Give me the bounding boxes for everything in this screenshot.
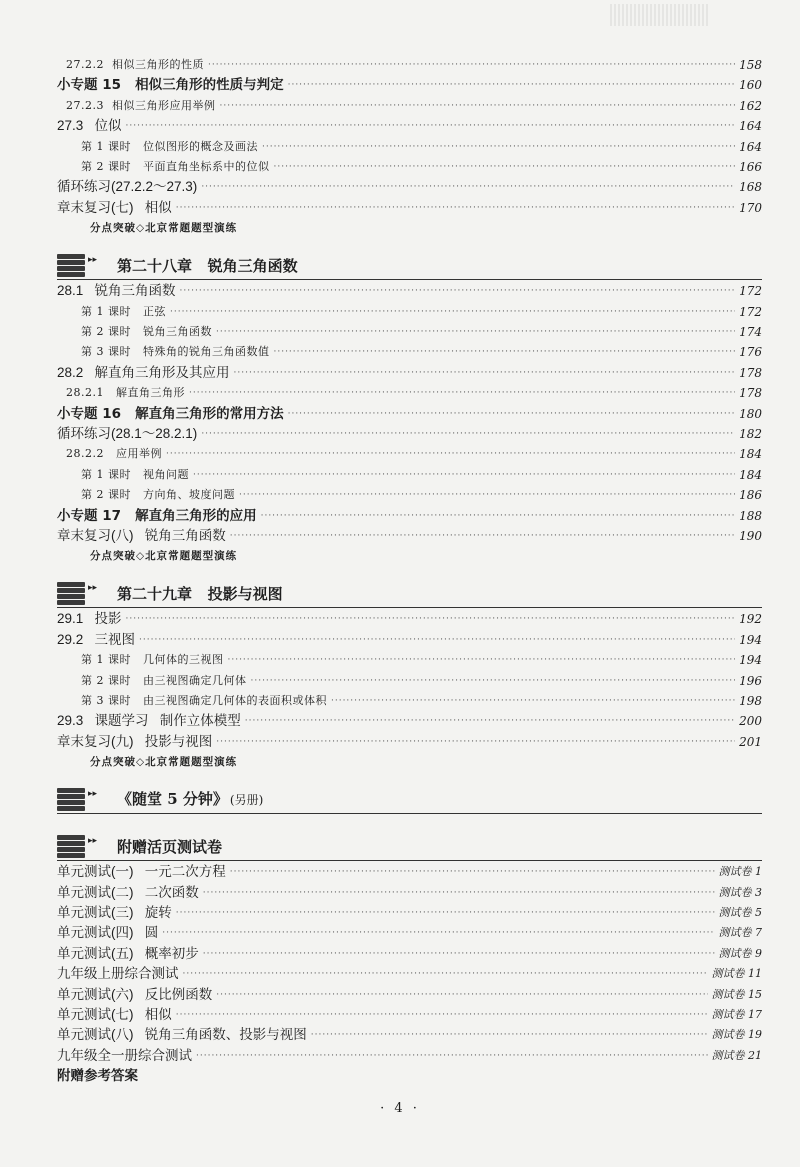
dot-leader	[166, 444, 735, 464]
toc-entry-title: 28.2 解直角三角形及其应用	[57, 364, 230, 380]
toc-entry-page: 174	[739, 325, 762, 339]
dot-leader	[183, 964, 708, 984]
toc-entry-title: 九年级全一册综合测试	[57, 1047, 192, 1063]
chapter-heading	[57, 786, 263, 812]
toc-entry[interactable]	[0, 1066, 800, 1086]
toc-entry-title: 第 1 课时 几何体的三视图	[81, 653, 224, 667]
dot-leader	[126, 116, 736, 136]
dot-leader	[227, 650, 735, 670]
toc-entry-page: 200	[739, 714, 762, 729]
dot-leader	[288, 75, 736, 95]
practice-note: 分点突破◇北京常题题型演练	[90, 222, 238, 235]
toc-entry-page: 178	[739, 386, 762, 401]
scan-artifact	[610, 4, 710, 26]
dot-leader	[230, 526, 735, 546]
toc-entry[interactable]	[0, 506, 800, 526]
toc-entry-title: 28.2.1 解直角三角形	[66, 386, 185, 400]
toc-entry[interactable]	[0, 1025, 800, 1045]
toc-entry-title: 单元测试(七) 相似	[57, 1007, 172, 1022]
toc-entry-title: 第 3 课时 由三视图确定几何体的表面积或体积	[81, 694, 327, 707]
dot-leader	[193, 465, 735, 485]
toc-entry[interactable]	[0, 711, 800, 731]
dot-leader	[250, 671, 735, 691]
toc-entry-page: 160	[739, 78, 762, 93]
toc-entry-title: 章末复习(九) 投影与视图	[57, 733, 213, 749]
toc-entry[interactable]	[0, 96, 800, 116]
toc-entry-title: 单元测试(二) 二次函数	[57, 884, 199, 900]
toc-entry[interactable]	[0, 650, 800, 670]
chapter-rule	[57, 813, 762, 814]
toc-entry-page: 172	[739, 284, 762, 299]
toc-entry-page: 180	[739, 406, 762, 421]
chapter-rule	[57, 279, 762, 280]
toc-entry-page: 164	[739, 139, 762, 154]
toc-entry-title: 章末复习(八) 锐角三角函数	[57, 528, 226, 543]
dot-leader	[216, 985, 707, 1005]
toc-entry-title: 27.2.2 相似三角形的性质	[66, 58, 204, 71]
toc-entry-page: 测试卷 17	[711, 1008, 762, 1021]
toc-entry-title: 九年级上册综合测试	[57, 966, 179, 982]
toc-entry-title: 28.2.2 应用举例	[66, 447, 162, 461]
toc-entry-page: 测试卷 11	[711, 967, 762, 981]
toc-entry-title: 第 2 课时 方向角、坡度问题	[81, 488, 235, 502]
toc-entry-page: 192	[739, 612, 762, 627]
toc-entry-page: 178	[739, 365, 762, 380]
dot-leader	[176, 198, 735, 218]
practice-note: 分点突破◇北京常题题型演练	[90, 756, 238, 769]
toc-entry-title: 单元测试(一) 一元二次方程	[57, 864, 226, 880]
toc-entry-title: 附赠参考答案	[57, 1068, 138, 1085]
dot-leader	[170, 302, 735, 322]
toc-entry-title: 29.2 三视图	[57, 631, 136, 647]
toc-entry[interactable]	[0, 137, 800, 157]
practice-note: 分点突破◇北京常题题型演练	[90, 550, 238, 563]
toc-entry-title: 章末复习(七) 相似	[57, 199, 172, 215]
dot-leader	[203, 883, 715, 903]
toc-entry[interactable]	[0, 465, 800, 485]
toc-entry-page: 182	[739, 427, 762, 441]
toc-entry[interactable]	[0, 322, 800, 342]
toc-entry[interactable]	[0, 116, 800, 136]
chapter-title: 《随堂 5 分钟》 (另册)	[117, 790, 264, 809]
toc-entry[interactable]	[0, 630, 800, 650]
toc-entry-title: 小专题 17 解直角三角形的应用	[57, 507, 257, 524]
toc-entry[interactable]	[0, 964, 800, 984]
toc-entry[interactable]	[0, 424, 800, 444]
toc-entry-page: 194	[739, 632, 762, 647]
dot-leader	[196, 1046, 708, 1066]
dot-leader	[331, 691, 735, 711]
toc-entry-page: 184	[739, 447, 762, 462]
toc-entry-page: 测试卷 5	[718, 906, 762, 919]
toc-entry[interactable]	[0, 444, 800, 464]
dot-leader	[139, 630, 735, 650]
chapter-rule	[57, 607, 762, 608]
toc-entry-title: 28.1 锐角三角函数	[57, 283, 176, 299]
chapter-title: 第二十八章 锐角三角函数	[117, 257, 298, 276]
toc-entry-title: 27.2.3 相似三角形应用举例	[66, 98, 216, 112]
dot-leader	[230, 862, 715, 882]
toc-entry-title: 第 3 课时 特殊角的锐角三角函数值	[81, 345, 270, 359]
toc-entry[interactable]	[0, 485, 800, 505]
toc-entry-page: 测试卷 9	[718, 946, 762, 960]
chapter-note: (另册)	[229, 793, 264, 808]
dot-leader	[176, 903, 715, 923]
dot-leader	[180, 281, 736, 301]
toc-entry[interactable]	[0, 671, 800, 691]
toc-entry-title: 第 1 课时 视角问题	[81, 467, 189, 481]
toc-entry[interactable]	[0, 302, 800, 322]
dot-leader	[201, 424, 735, 444]
book-stack-icon: ▸▸	[57, 788, 105, 812]
toc-entry-page: 198	[739, 694, 762, 708]
toc-entry-title: 循环练习(27.2.2～27.3)	[57, 179, 198, 195]
toc-entry[interactable]	[0, 55, 800, 75]
toc-entry[interactable]	[0, 732, 800, 752]
dot-leader	[261, 506, 736, 526]
toc-entry-title: 单元测试(八) 锐角三角函数、投影与视图	[57, 1027, 307, 1043]
toc-entry-page: 158	[739, 58, 762, 72]
dot-leader	[216, 322, 735, 342]
toc-entry[interactable]	[0, 903, 800, 923]
dot-leader	[208, 55, 735, 75]
toc-entry-title: 第 2 课时 由三视图确定几何体	[81, 673, 247, 687]
book-stack-icon: ▸▸	[57, 582, 105, 606]
toc-entry[interactable]	[0, 526, 800, 546]
chapter-title: 附赠活页测试卷	[117, 838, 223, 857]
book-stack-icon: ▸▸	[57, 254, 105, 278]
toc-entry-page: 测试卷 21	[711, 1048, 762, 1062]
toc-entry-page: 测试卷 3	[718, 885, 762, 899]
toc-entry-title: 第 1 课时 位似图形的概念及画法	[81, 139, 258, 153]
dot-leader	[201, 177, 735, 197]
dot-leader	[162, 923, 714, 943]
toc-entry-title: 第 2 课时 平面直角坐标系中的位似	[81, 160, 270, 173]
toc-entry[interactable]	[0, 944, 800, 964]
dot-leader	[203, 944, 715, 964]
toc-entry-page: 188	[739, 508, 762, 523]
chapter-rule	[57, 860, 762, 861]
dot-leader	[311, 1025, 708, 1045]
chapter-heading	[57, 833, 222, 859]
toc-entry[interactable]	[0, 1005, 800, 1025]
toc-entry-title: 单元测试(三) 旋转	[57, 905, 172, 920]
toc-entry[interactable]	[0, 177, 800, 197]
toc-entry-page: 测试卷 15	[711, 987, 762, 1001]
toc-entry[interactable]	[0, 923, 800, 943]
toc-entry[interactable]	[0, 404, 800, 424]
toc-entry-title: 29.1 投影	[57, 611, 122, 627]
dot-leader	[189, 383, 735, 403]
toc-entry-page: 164	[739, 119, 762, 134]
toc-entry-page: 196	[739, 673, 762, 688]
dot-leader	[273, 157, 735, 177]
toc-entry[interactable]	[0, 985, 800, 1005]
chapter-heading	[57, 580, 283, 606]
toc-entry-page: 201	[739, 734, 762, 749]
dot-leader	[176, 1005, 708, 1025]
chapter-title: 第二十九章 投影与视图	[117, 585, 283, 604]
toc-entry[interactable]	[0, 75, 800, 95]
toc-entry-page: 测试卷 19	[711, 1028, 762, 1042]
toc-entry-page: 测试卷 7	[718, 926, 762, 940]
toc-entry[interactable]	[0, 862, 800, 882]
dot-leader	[219, 96, 735, 116]
dot-leader	[245, 711, 735, 731]
toc-entry-title: 29.3 课题学习 制作立体模型	[57, 713, 241, 729]
toc-entry-page: 162	[739, 98, 762, 113]
toc-entry-title: 小专题 15 相似三角形的性质与判定	[57, 77, 284, 94]
toc-entry-page: 168	[739, 180, 762, 195]
toc-entry-page: 176	[739, 345, 762, 360]
toc-entry-page: 172	[739, 304, 762, 319]
toc-entry-title: 27.3 位似	[57, 118, 122, 134]
toc-entry-title: 单元测试(四) 圆	[57, 925, 159, 941]
toc-entry-page: 186	[739, 488, 762, 503]
chapter-heading	[57, 252, 298, 278]
dot-leader	[262, 137, 735, 157]
toc-entry-page: 166	[739, 160, 762, 174]
toc-entry[interactable]	[0, 157, 800, 177]
toc-entry-page: 184	[739, 467, 762, 482]
toc-entry[interactable]	[0, 342, 800, 362]
dot-leader	[216, 732, 735, 752]
toc-entry-title: 第 1 课时 正弦	[81, 304, 166, 318]
toc-entry[interactable]	[0, 383, 800, 403]
toc-entry-title: 循环练习(28.1～28.2.1)	[57, 426, 198, 441]
dot-leader	[273, 342, 735, 362]
dot-leader	[234, 363, 736, 383]
toc-entry[interactable]	[0, 691, 800, 711]
toc-entry-title: 小专题 16 解直角三角形的常用方法	[57, 405, 284, 422]
dot-leader	[239, 485, 735, 505]
toc-entry-page: 170	[739, 200, 762, 215]
toc-entry-title: 单元测试(五) 概率初步	[57, 945, 199, 961]
toc-entry-title: 单元测试(六) 反比例函数	[57, 986, 213, 1002]
toc-entry[interactable]	[0, 198, 800, 218]
toc-entry-page: 190	[739, 529, 762, 543]
toc-entry[interactable]	[0, 1046, 800, 1066]
toc-entry[interactable]	[0, 883, 800, 903]
toc-entry-page: 194	[739, 653, 762, 668]
toc-entry[interactable]	[0, 281, 800, 301]
toc-entry[interactable]	[0, 363, 800, 383]
toc-entry-title: 第 2 课时 锐角三角函数	[81, 325, 212, 338]
book-stack-icon: ▸▸	[57, 835, 105, 859]
dot-leader	[288, 404, 736, 424]
page-number: · 4 ·	[380, 1101, 420, 1116]
toc-entry[interactable]	[0, 609, 800, 629]
dot-leader	[126, 609, 736, 629]
toc-entry-page: 测试卷 1	[718, 865, 762, 879]
